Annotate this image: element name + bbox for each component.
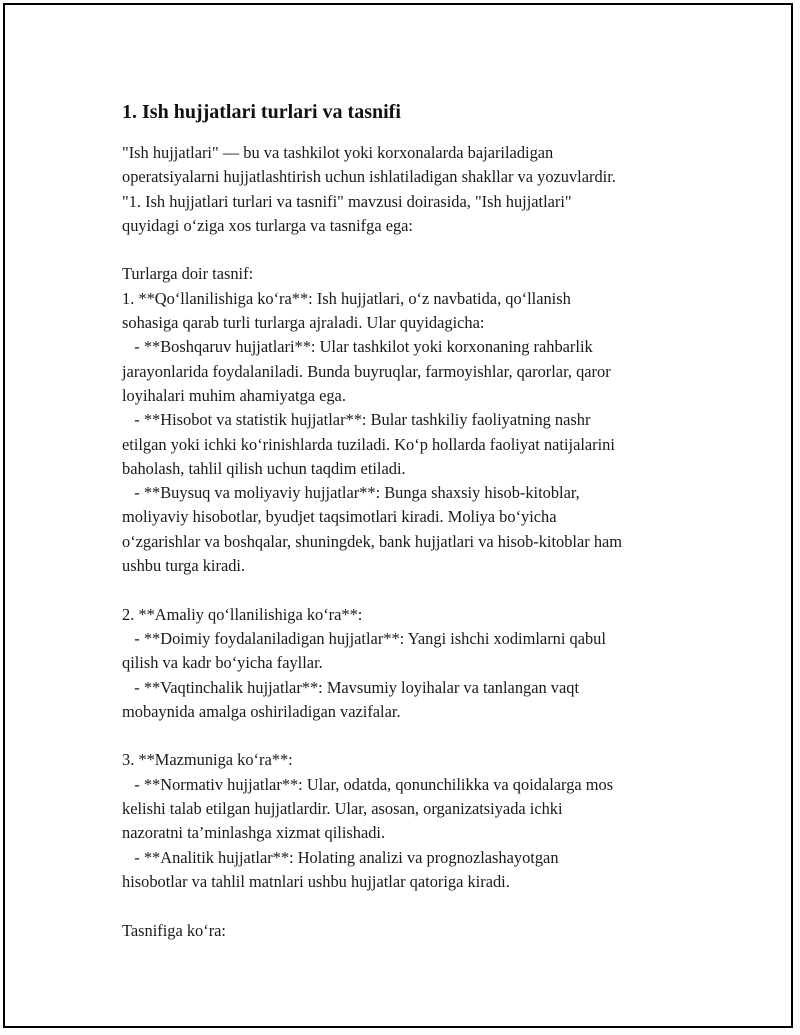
text-line: loyihalari muhim ahamiyatga ega. [122,385,346,405]
text-line [122,894,722,918]
text-line: quyidagi o‘ziga xos turlarga va tasnifga ega: [122,215,413,235]
text-line [122,578,722,602]
text-line: moliyaviy hisobotlar, byudjet taqsimotlari kiradi. Moliya bo‘yicha [122,507,557,527]
text-line: - **Doimiy foydalaniladigan hujjatlar**: Yangi ishchi xodimlarni qabul [122,628,606,648]
text-line: jarayonlarida foydalaniladi. Bunda buyruqlar, farmoyishlar, qarorlar, qaror [122,361,611,381]
text-line: 2. **Amaliy qo‘llanilishiga ko‘ra**: [122,604,363,624]
text-line: nazoratni ta’minlashga xizmat qilishadi. [122,823,386,843]
text-line: - **Normativ hujjatlar**: Ular, odatda, qonunchilikka va qoidalarga mos [122,774,614,794]
text-line: - **Boshqaruv hujjatlari**: Ular tashkilot yoki korxonaning rahbarlik [122,337,593,357]
text-line: "1. Ish hujjatlari turlari va tasnifi" mavzusi doirasida, "Ish hujjatlari" [122,191,572,211]
text-line: operatsiyalarni hujjatlashtirish uchun ishlatiladigan shakllar va yozuvlardir. [122,167,616,187]
text-line: kelishi talab etilgan hujjatlardir. Ular, asosan, organizatsiyada ichki [122,799,563,819]
document-title: 1. Ish hujjatlari turlari va tasnifi [122,101,401,123]
text-line: sohasiga qarab turli turlarga ajraladi. Ular quyidagicha: [122,313,485,333]
text-line: - **Analitik hujjatlar**: Holating analizi va prognozlashayotgan [122,847,559,867]
text-line: mobaynida amalga oshiriladigan vazifalar. [122,701,401,721]
text-line: 1. **Qo‘llanilishiga ko‘ra**: Ish hujjatlari, o‘z navbatida, qo‘llanish [122,288,571,308]
text-line: baholash, tahlil qilish uchun taqdim etiladi. [122,458,406,478]
text-line: - **Hisobot va statistik hujjatlar**: Bular tashkiliy faoliyatning nashr [122,410,591,430]
document-body [122,141,722,943]
text-line: ushbu turga kiradi. [122,556,246,576]
text-line: 3. **Mazmuniga ko‘ra**: [122,750,293,770]
text-line [122,238,722,262]
text-line: - **Vaqtinchalik hujjatlar**: Mavsumiy loyihalar va tanlangan vaqt [122,677,580,697]
document-content [122,99,722,943]
text-line: - **Buysuq va moliyaviy hujjatlar**: Bunga shaxsiy hisob-kitoblar, [122,483,580,503]
page-frame [3,3,793,1028]
text-line: etilgan yoki ichki ko‘rinishlarda tuziladi. Ko‘p hollarda faoliyat natijalarini [122,434,615,454]
text-line: "Ish hujjatlari" — bu va tashkilot yoki korxonalarda bajariladigan [122,143,554,162]
text-line: Tasnifiga ko‘ra: [122,920,226,940]
text-line: qilish va kadr bo‘yicha fayllar. [122,653,323,673]
text-line: Turlarga doir tasnif: [122,264,254,284]
text-line: hisobotlar va tahlil matnlari ushbu hujjatlar qatoriga kiradi. [122,871,510,891]
text-line: o‘zgarishlar va boshqalar, shuningdek, bank hujjatlari va hisob-kitoblar ham [122,531,623,551]
text-line [122,724,722,748]
